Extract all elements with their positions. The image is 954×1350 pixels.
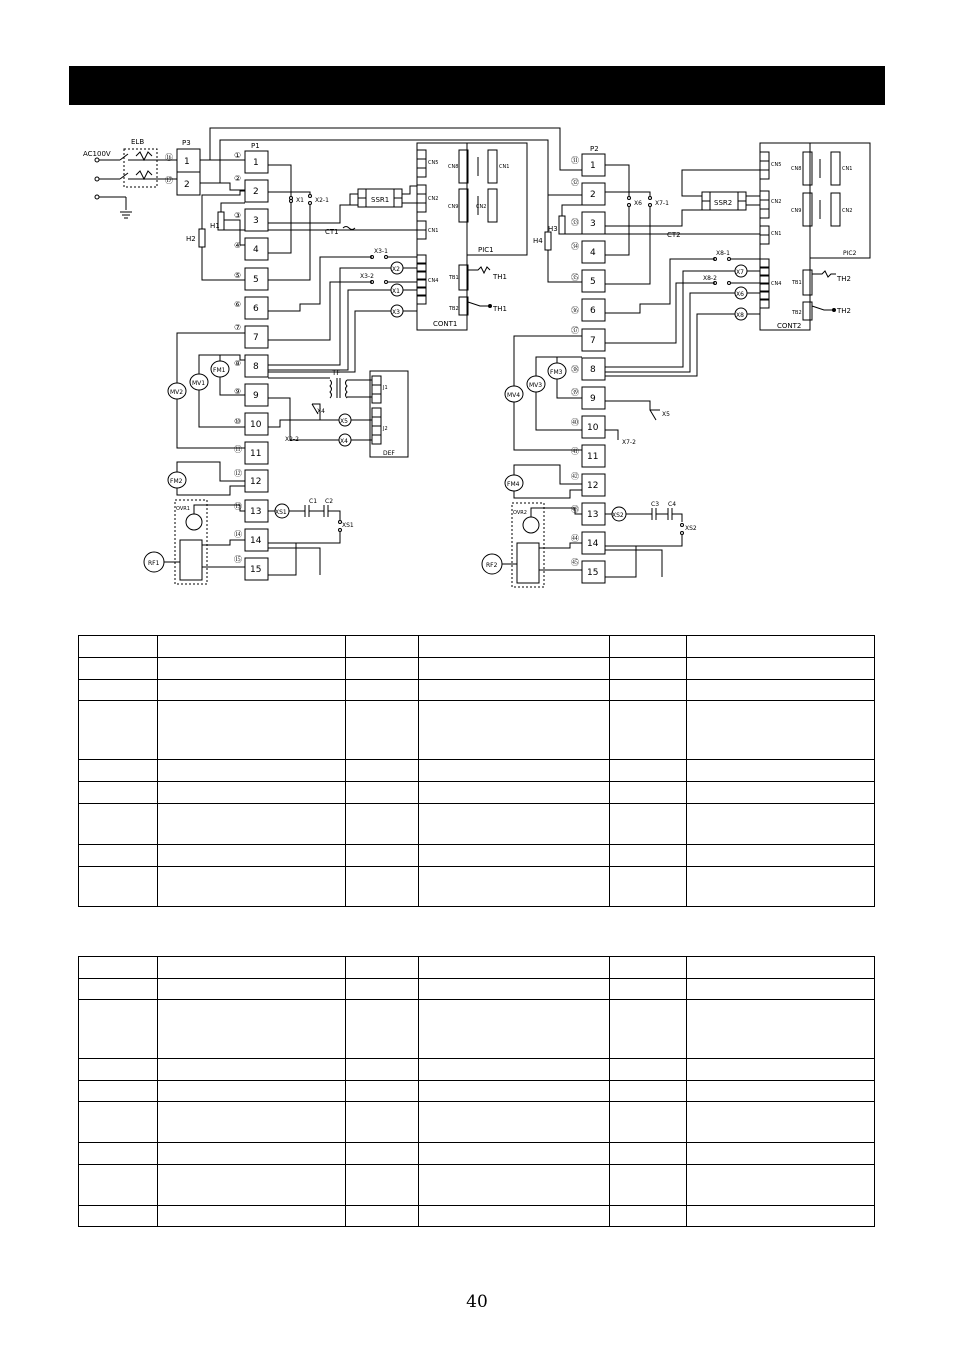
svg-text:MV1: MV1 — [192, 380, 206, 387]
table-row — [79, 1206, 875, 1227]
svg-text:CN1: CN1 — [842, 166, 853, 172]
table-row — [79, 1000, 875, 1059]
svg-text:X5: X5 — [340, 418, 348, 425]
svg-text:㊸: ㊸ — [571, 505, 579, 514]
compressor-rf2 — [482, 503, 544, 587]
svg-text:RF1: RF1 — [148, 560, 160, 567]
svg-text:11: 11 — [587, 452, 599, 462]
svg-text:1: 1 — [184, 157, 190, 167]
cont2 — [760, 143, 812, 330]
svg-text:2: 2 — [253, 187, 259, 197]
svg-text:J2: J2 — [383, 426, 388, 432]
svg-text:⑤: ⑤ — [234, 271, 242, 280]
svg-text:C3: C3 — [651, 501, 660, 508]
svg-text:P1: P1 — [251, 142, 260, 150]
contact-x2-1 — [309, 195, 330, 205]
table-row — [79, 680, 875, 701]
svg-text:⑰: ⑰ — [165, 176, 173, 185]
svg-text:TH1: TH1 — [493, 305, 507, 313]
fan-fm1 — [211, 361, 229, 377]
svg-text:CN8: CN8 — [791, 166, 802, 172]
svg-text:㊲: ㊲ — [571, 326, 579, 335]
svg-text:1: 1 — [253, 158, 259, 168]
svg-text:12: 12 — [587, 481, 599, 491]
relay-x7 — [735, 265, 747, 277]
svg-text:6: 6 — [590, 306, 596, 316]
svg-text:CN1: CN1 — [771, 231, 782, 237]
svg-text:MV3: MV3 — [529, 382, 543, 389]
svg-text:C2: C2 — [325, 498, 334, 505]
contact-x7-1 — [649, 197, 670, 208]
svg-text:10: 10 — [587, 423, 599, 433]
ssr2 — [702, 192, 746, 210]
svg-text:X8-2: X8-2 — [703, 275, 717, 282]
svg-text:X1: X1 — [392, 288, 400, 295]
spec-table-2 — [78, 956, 875, 1227]
svg-text:13: 13 — [250, 507, 262, 517]
svg-text:CN2: CN2 — [476, 204, 487, 210]
svg-text:XS2: XS2 — [685, 525, 697, 532]
svg-text:CT1: CT1 — [325, 228, 339, 236]
valve-mv3 — [527, 376, 545, 392]
svg-text:㉛: ㉛ — [571, 156, 579, 165]
svg-text:X4: X4 — [340, 438, 348, 445]
table-row — [79, 1059, 875, 1081]
svg-text:15: 15 — [587, 568, 599, 578]
svg-text:MV2: MV2 — [170, 389, 184, 396]
valve-mv1 — [190, 374, 208, 390]
svg-text:4: 4 — [590, 248, 596, 258]
svg-text:㉟: ㉟ — [571, 273, 579, 282]
svg-text:TH2: TH2 — [837, 307, 851, 315]
svg-text:J1: J1 — [383, 385, 388, 391]
table-row — [79, 867, 875, 907]
svg-text:RF2: RF2 — [486, 562, 498, 569]
svg-text:9: 9 — [590, 394, 596, 404]
svg-text:㊳: ㊳ — [571, 365, 579, 374]
svg-text:FM1: FM1 — [213, 367, 226, 374]
ssr1 — [358, 189, 402, 207]
svg-text:XS1: XS1 — [275, 509, 287, 516]
svg-text:12: 12 — [250, 477, 262, 487]
svg-text:CN8: CN8 — [448, 164, 459, 170]
svg-text:㉜: ㉜ — [571, 178, 579, 187]
svg-text:⑫: ⑫ — [234, 469, 242, 478]
svg-text:13: 13 — [587, 510, 599, 520]
svg-text:7: 7 — [590, 336, 596, 346]
relay-x5 — [339, 414, 351, 426]
svg-text:CONT2: CONT2 — [777, 322, 802, 330]
svg-text:MV4: MV4 — [507, 392, 521, 399]
svg-text:CN2: CN2 — [842, 208, 853, 214]
svg-text:3: 3 — [590, 219, 596, 229]
svg-text:X3-1: X3-1 — [374, 248, 388, 255]
table-row — [79, 782, 875, 804]
svg-text:FM2: FM2 — [170, 478, 183, 485]
relay-x3 — [391, 305, 403, 317]
svg-text:㊹: ㊹ — [571, 534, 579, 543]
svg-text:11: 11 — [250, 449, 262, 459]
transformer-tf — [330, 369, 347, 398]
svg-text:CONT1: CONT1 — [433, 320, 458, 328]
svg-text:CT2: CT2 — [667, 231, 681, 239]
relay-x8 — [735, 308, 747, 320]
table-row — [79, 1165, 875, 1206]
svg-text:X2-2: X2-2 — [285, 436, 299, 443]
heater-h4 — [533, 232, 551, 250]
svg-text:DEF: DEF — [383, 450, 395, 457]
valve-mv4 — [505, 386, 523, 402]
svg-text:X8: X8 — [736, 312, 744, 319]
svg-text:XS1: XS1 — [342, 522, 354, 529]
p3-block — [165, 149, 200, 195]
svg-text:⑨: ⑨ — [234, 387, 242, 396]
relay-xs1 — [275, 504, 289, 518]
svg-text:4: 4 — [253, 245, 259, 255]
pic2 — [810, 143, 870, 258]
svg-text:⑪: ⑪ — [234, 445, 242, 454]
svg-text:5: 5 — [253, 275, 259, 285]
svg-text:1: 1 — [590, 161, 596, 171]
svg-text:CN1: CN1 — [499, 164, 510, 170]
svg-text:3: 3 — [253, 216, 259, 226]
svg-text:SSR2: SSR2 — [714, 199, 733, 207]
page-number: 40 — [466, 1292, 488, 1312]
svg-text:X4: X4 — [317, 408, 325, 415]
svg-text:6: 6 — [253, 304, 259, 314]
svg-text:CN9: CN9 — [791, 208, 802, 214]
relay-x4 — [339, 434, 351, 446]
svg-text:OVR1: OVR1 — [176, 506, 190, 512]
svg-text:8: 8 — [253, 362, 259, 372]
svg-text:TF: TF — [332, 369, 341, 377]
table-row — [79, 979, 875, 1000]
svg-text:OVR2: OVR2 — [513, 510, 527, 516]
svg-text:㉝: ㉝ — [571, 218, 579, 227]
svg-text:X6: X6 — [634, 200, 642, 207]
svg-text:⑮: ⑮ — [234, 555, 242, 564]
table-row — [79, 1102, 875, 1143]
p3-label: P3 — [182, 139, 191, 147]
svg-text:14: 14 — [587, 539, 599, 549]
elb-label: ELB — [131, 138, 145, 146]
contact-x6 — [628, 197, 643, 208]
svg-text:PIC1: PIC1 — [478, 246, 494, 254]
svg-text:X7-2: X7-2 — [622, 439, 636, 446]
svg-text:㊴: ㊴ — [571, 388, 579, 397]
relay-x2 — [391, 262, 403, 274]
heater-h2 — [186, 229, 205, 247]
svg-text:X8-1: X8-1 — [716, 250, 730, 257]
svg-text:㊶: ㊶ — [571, 447, 579, 456]
relay-x6 — [735, 287, 747, 299]
cont1 — [417, 143, 468, 330]
table-row — [79, 760, 875, 782]
svg-text:15: 15 — [250, 565, 262, 575]
pic1 — [467, 143, 527, 255]
svg-text:X3: X3 — [392, 309, 400, 316]
svg-text:⑩: ⑩ — [234, 417, 242, 426]
svg-text:H1: H1 — [210, 222, 220, 230]
svg-text:CN5: CN5 — [771, 162, 782, 168]
svg-text:TH1: TH1 — [493, 273, 507, 281]
valve-mv2 — [168, 383, 186, 399]
svg-text:㊷: ㊷ — [571, 472, 579, 481]
svg-text:C4: C4 — [668, 501, 677, 508]
compressor-rf1 — [144, 500, 207, 584]
svg-text:CN9: CN9 — [448, 204, 459, 210]
table-row — [79, 804, 875, 845]
svg-text:X1: X1 — [296, 197, 304, 204]
svg-text:P2: P2 — [590, 145, 599, 153]
svg-text:FM3: FM3 — [550, 369, 563, 376]
table-row — [79, 636, 875, 658]
svg-text:TB1: TB1 — [792, 280, 802, 286]
svg-text:X6: X6 — [736, 291, 744, 298]
table-row — [79, 957, 875, 979]
table-row — [79, 1143, 875, 1165]
svg-text:CN4: CN4 — [771, 281, 782, 287]
svg-text:X2-1: X2-1 — [315, 197, 329, 204]
svg-text:TB2: TB2 — [792, 310, 802, 316]
relay-xs2 — [612, 507, 626, 521]
svg-text:㊺: ㊺ — [571, 558, 579, 567]
svg-text:㉞: ㉞ — [571, 242, 579, 251]
svg-text:X7: X7 — [736, 269, 744, 276]
fan-fm2 — [168, 472, 186, 488]
svg-text:CN2: CN2 — [428, 196, 439, 202]
svg-text:⑦: ⑦ — [234, 323, 242, 332]
svg-text:9: 9 — [253, 391, 259, 401]
svg-text:SSR1: SSR1 — [371, 196, 390, 204]
contact-x1 — [290, 188, 305, 210]
svg-text:C1: C1 — [309, 498, 318, 505]
svg-text:⑧: ⑧ — [234, 359, 242, 368]
svg-text:H3: H3 — [548, 225, 558, 233]
table-row — [79, 1081, 875, 1102]
svg-text:TB2: TB2 — [449, 306, 459, 312]
svg-text:XS2: XS2 — [612, 512, 624, 519]
svg-text:14: 14 — [250, 536, 262, 546]
svg-text:X2: X2 — [392, 266, 400, 273]
svg-text:7: 7 — [253, 333, 259, 343]
svg-text:㊵: ㊵ — [571, 418, 579, 427]
svg-text:CN5: CN5 — [428, 160, 439, 166]
svg-text:CN2: CN2 — [771, 199, 782, 205]
svg-text:X3-2: X3-2 — [360, 273, 374, 280]
svg-text:FM4: FM4 — [507, 481, 520, 488]
svg-text:⑯: ⑯ — [165, 153, 173, 162]
relay-x1 — [391, 284, 403, 296]
svg-text:2: 2 — [184, 180, 190, 190]
svg-text:TB1: TB1 — [449, 275, 459, 281]
fan-fm3 — [548, 363, 566, 379]
fan-fm4 — [505, 475, 523, 491]
svg-text:①: ① — [234, 151, 242, 160]
svg-text:TH2: TH2 — [837, 275, 851, 283]
table-row — [79, 845, 875, 867]
svg-text:PIC2: PIC2 — [843, 250, 857, 257]
power-label: AC100V — [83, 150, 111, 158]
svg-text:㊱: ㊱ — [571, 306, 579, 315]
svg-text:④: ④ — [234, 241, 242, 250]
svg-text:CN4: CN4 — [428, 278, 439, 284]
heater-h1 — [210, 212, 224, 230]
heater-h3 — [548, 216, 565, 234]
svg-text:②: ② — [234, 174, 242, 183]
def-board — [370, 371, 408, 457]
svg-text:⑥: ⑥ — [234, 300, 242, 309]
svg-text:X5: X5 — [662, 411, 670, 418]
svg-text:③: ③ — [234, 211, 242, 220]
svg-text:8: 8 — [590, 365, 596, 375]
spec-table-1 — [78, 635, 875, 907]
svg-text:10: 10 — [250, 420, 262, 430]
svg-text:⑬: ⑬ — [234, 502, 242, 511]
table-row — [79, 701, 875, 760]
svg-text:H4: H4 — [533, 237, 543, 245]
svg-text:CN1: CN1 — [428, 228, 439, 234]
svg-text:5: 5 — [590, 277, 596, 287]
svg-text:H2: H2 — [186, 235, 196, 243]
svg-text:X7-1: X7-1 — [655, 200, 669, 207]
table-row — [79, 658, 875, 680]
svg-text:⑭: ⑭ — [234, 530, 242, 539]
svg-text:2: 2 — [590, 190, 596, 200]
